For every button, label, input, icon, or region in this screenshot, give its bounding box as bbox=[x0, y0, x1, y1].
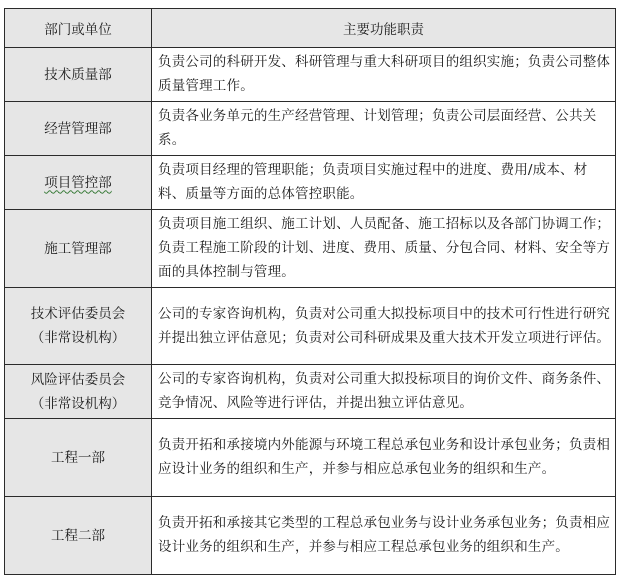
table-row bbox=[5, 365, 616, 419]
table-row bbox=[5, 102, 616, 156]
duty-cell: 负责公司的科研开发、科研管理与重大科研项目的组织实施；负责公司整体质量管理工作。 bbox=[152, 48, 616, 102]
duty-cell: 公司的专家咨询机构，负责对公司重大拟投标项目的询价文件、商务条件、竞争情况、风险等进行评估，并提出独立评估意见。 bbox=[152, 365, 616, 419]
duty-cell: 负责各业务单元的生产经营管理、计划管理；负责公司层面经营、公共关系。 bbox=[152, 102, 616, 156]
unit-name: 技术评估委员会 bbox=[30, 306, 126, 322]
duty-cell: 负责开拓和承接其它类型的工程总承包业务与设计业务承包业务；负责相应设计业务的组织和生产，并参与相应工程总承包业务的组织和生产。 bbox=[152, 497, 616, 575]
unit-name: 施工管理部 bbox=[44, 240, 112, 257]
table-row bbox=[5, 156, 616, 210]
department-duties-table bbox=[4, 8, 616, 575]
duty-table-container bbox=[4, 8, 615, 575]
duty-cell: 负责项目施工组织、施工计划、人员配备、施工招标以及各部门协调工作；负责工程施工阶段的计划、进度、费用、质量、分包合同、材料、安全等方面的具体控制与管理。 bbox=[152, 210, 616, 288]
unit-cell bbox=[5, 365, 152, 419]
duty-cell: 负责项目经理的管理职能；负责项目实施过程中的进度、费用/成本、材料、质量等方面的总体管控职能。 bbox=[152, 156, 616, 210]
header-unit: 部门或单位 bbox=[5, 9, 152, 48]
header-duties: 主要功能职责 bbox=[152, 9, 616, 48]
table-row bbox=[5, 497, 616, 575]
unit-cell bbox=[5, 102, 152, 156]
unit-cell bbox=[5, 156, 152, 210]
unit-name: 工程一部 bbox=[51, 449, 105, 466]
table-row bbox=[5, 419, 616, 497]
table-header-row bbox=[5, 9, 616, 48]
unit-name: 工程二部 bbox=[51, 527, 105, 544]
unit-cell bbox=[5, 210, 152, 288]
unit-name: 技术质量部 bbox=[44, 66, 112, 83]
table-row bbox=[5, 48, 616, 102]
table-row bbox=[5, 210, 616, 288]
unit-cell bbox=[5, 288, 152, 365]
unit-name: 风险评估委员会 bbox=[30, 371, 126, 388]
unit-note: （非常设机构） bbox=[30, 330, 126, 346]
unit-cell bbox=[5, 497, 152, 575]
duty-cell: 公司的专家咨询机构，负责对公司重大拟投标项目中的技术可行性进行研究并提出独立评估意见；负责对公司科研成果及重大技术开发立项进行评估。 bbox=[152, 288, 616, 365]
unit-name: 经营管理部 bbox=[44, 120, 112, 137]
unit-note: （非常设机构） bbox=[30, 395, 126, 412]
unit-cell bbox=[5, 419, 152, 497]
unit-cell bbox=[5, 48, 152, 102]
table-row bbox=[5, 288, 616, 365]
duty-cell: 负责开拓和承接境内外能源与环境工程总承包业务和设计承包业务；负责相应设计业务的组织和生产，并参与相应总承包业务的组织和生产。 bbox=[152, 419, 616, 497]
unit-name: 项目管控部 bbox=[44, 174, 112, 191]
